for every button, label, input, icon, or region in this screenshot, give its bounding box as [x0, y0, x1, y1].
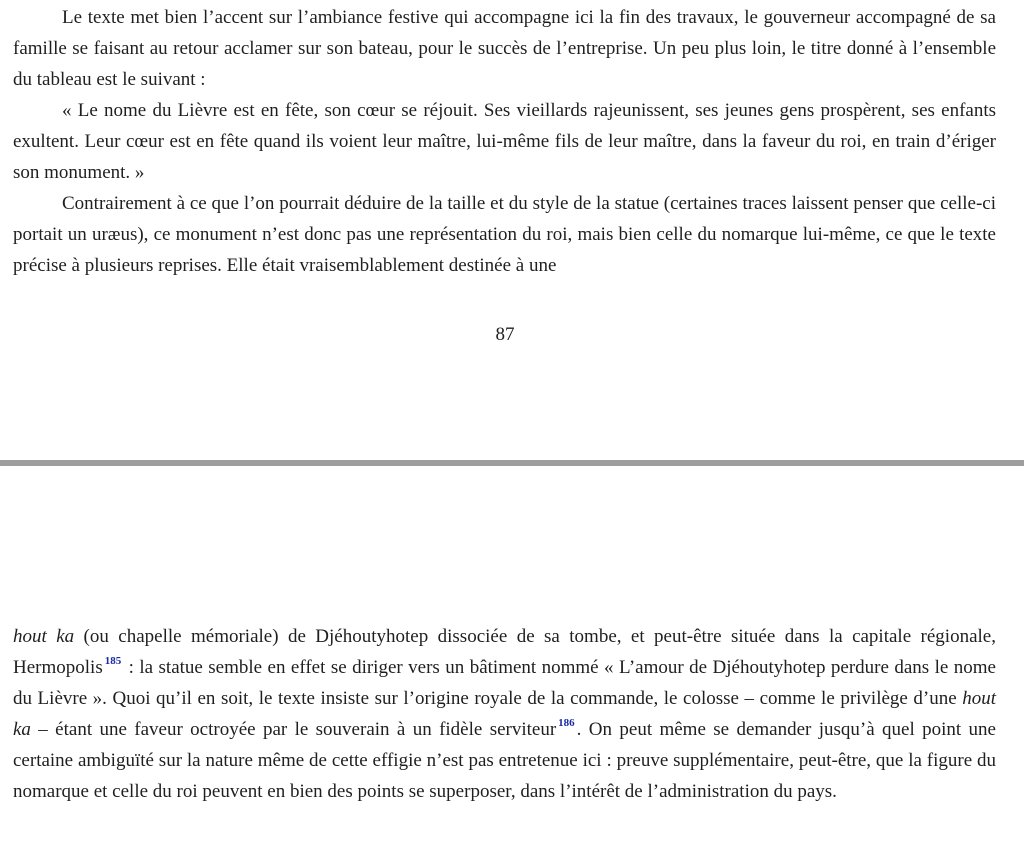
text-segment: . On peut même se demander jusqu’à quel point une certaine ambiguïté sur la nature même de cette effigie n’est pas entretenue ici : preuve supplémentaire, peut-être, que la figure du nomarque et celle du roi peuvent en bien des points se superposer, dans l’intérêt de l’administration du pays.	[13, 719, 996, 802]
page-87-body	[13, 2, 996, 281]
page-number: 87	[495, 324, 515, 345]
footnote-ref-186[interactable]: 186	[558, 717, 575, 729]
term-hout-ka: hout ka	[13, 626, 75, 647]
quotation-paragraph: « Le nome du Lièvre est en fête, son cœur se réjouit. Ses vieillards rajeunissent, ses jeunes gens prospèrent, ses enfants exultent. Leur cœur est en fête quand ils voient leur maître, lui-même fils de leur maître, dans la faveur du roi, en train d’ériger son monument. »	[13, 100, 996, 183]
text-segment: : la statue semble en effet se diriger vers un bâtiment nommé « L’amour de Djéhoutyhotep perdure dans le nome du Lièvre ». Quoi qu’il en soit, le texte insiste sur l’origine royale de la commande, le colosse – comme le privilège d’une	[13, 657, 996, 709]
term-hout-ka: hout ka	[13, 688, 996, 740]
page-88	[0, 466, 1024, 841]
text-segment: – étant une faveur octroyée par le souverain à un fidèle serviteur	[30, 719, 557, 740]
paragraph-continued	[13, 621, 996, 807]
paragraph-3: Contrairement à ce que l’on pourrait déduire de la taille et du style de la statue (certaines traces laissent penser que celle-ci portait un uræus), ce monument n’est donc pas une représentation du roi, mais bien celle du nomarque lui-même, ce que le texte précise à plusieurs reprises. Elle était vraisemblablement destinée à une	[13, 193, 996, 276]
paragraph-1: Le texte met bien l’accent sur l’ambiance festive qui accompagne ici la fin des travaux, le gouverneur accompagné de sa famille se faisant au retour acclamer sur son bateau, pour le succès de l’entreprise. Un peu plus loin, le titre donné à l’ensemble du tableau est le suivant :	[13, 7, 996, 90]
text-segment: (ou chapelle mémoriale) de Djéhoutyhotep dissociée de sa tombe, et peut-être située dans la capitale régionale, Hermopolis	[13, 626, 996, 678]
page-88-body	[13, 621, 996, 807]
footnote-ref-185[interactable]: 185	[104, 655, 122, 667]
